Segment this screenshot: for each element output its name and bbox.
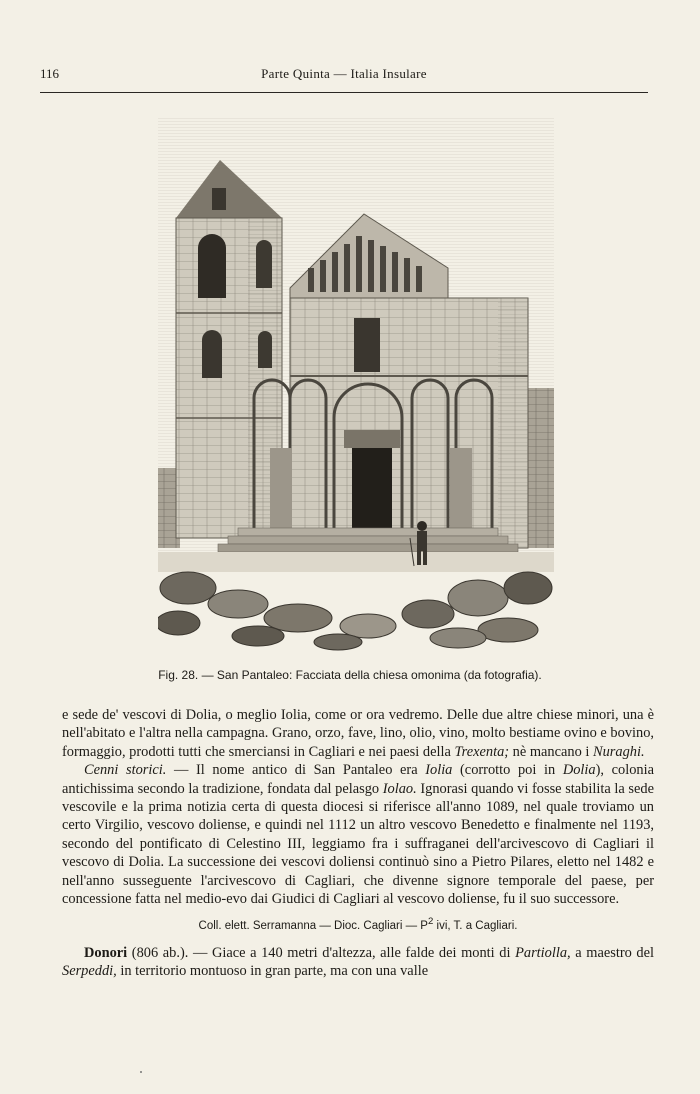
figure-caption: Fig. 28. — San Pantaleo: Facciata della chiesa omonima (da fotografia). bbox=[158, 668, 542, 682]
p2-run: Iolao. bbox=[382, 780, 417, 797]
p3-run: Serpeddi, bbox=[62, 963, 117, 980]
running-title: Parte Quinta — Italia Insulare bbox=[261, 66, 427, 81]
p1-run: e sede de' vescovi di Dolia, o meglio Iolia, come or ora vedremo. Delle due altre chiese minori, una è nell'abitato e l'altra nella campagna. Grano, orzo, fave, lino, olio, vino, molto bestiame ovino e bovino, formaggio, prodotti tutti che smerciansi in Cagliari e nei paesi della bbox=[62, 707, 654, 760]
stray-mark bbox=[140, 1071, 142, 1073]
paragraph-cenni-storici bbox=[62, 761, 654, 908]
p2-run: Dolia bbox=[562, 762, 596, 779]
p1-run: Trexenta; bbox=[454, 743, 510, 760]
paragraph-1 bbox=[62, 706, 654, 761]
paragraph-donori bbox=[62, 944, 654, 981]
page-number: 116 bbox=[40, 66, 60, 81]
p2-run: Iolia bbox=[425, 762, 453, 779]
p3-run: in territorio montuoso in gran parte, ma con una valle bbox=[116, 963, 429, 980]
p3-run: Donori bbox=[84, 944, 128, 961]
administrative-note: Coll. elett. Serramanna — Dioc. Cagliari — $P^2$ ivi, T. a Cagliari. bbox=[198, 916, 518, 933]
body-text bbox=[62, 706, 654, 981]
running-header bbox=[40, 66, 648, 86]
header-rule bbox=[40, 92, 648, 93]
p3-run: Partiolla, bbox=[515, 944, 571, 961]
p2-run: ), colonia antichissima secondo la tradizione, fondata dal pelasgo bbox=[62, 762, 654, 797]
p3-run: (806 ab.). — Giace a 140 metri d'altezza, alle falde dei monti di bbox=[127, 944, 516, 961]
p2-run: (corrotto poi in bbox=[452, 762, 563, 779]
p2-run: Ignorasi quando vi fosse stabilita la sede vescovile e la prima notizia certa di questa diocesi si riferisce all'anno 1089, nel quale troviamo un certo Virgilio, vescovo doliense, e quindi nel 1112 un altro vescovo Benedetto e finalmente nel 1193, secondo del pontificato di Celestino III, leggiamo fra i suffraganei dell'arcivescovo di Cagliari il vescovo di Dolia. La successione dei vescovi doliensi continuò sino a Pietro Pilares, eletto nel 1482 e nell'anno susseguente l'arcivescovo di Cagliari, che divenne signore temporale del paese, per concessione fatta nel medio-evo dai Giudici di Cagliari al vescovo doliense, fu il suo successore. bbox=[62, 780, 654, 908]
p2-run: Cenni storici. bbox=[84, 762, 167, 779]
p1-run: nè mancano i bbox=[509, 743, 593, 760]
church-engraving bbox=[158, 118, 554, 652]
p3-run: a maestro del bbox=[570, 944, 654, 961]
p1-run: Nuraghi. bbox=[592, 743, 645, 760]
p2-run: — Il nome antico di San Pantaleo era bbox=[166, 762, 426, 779]
